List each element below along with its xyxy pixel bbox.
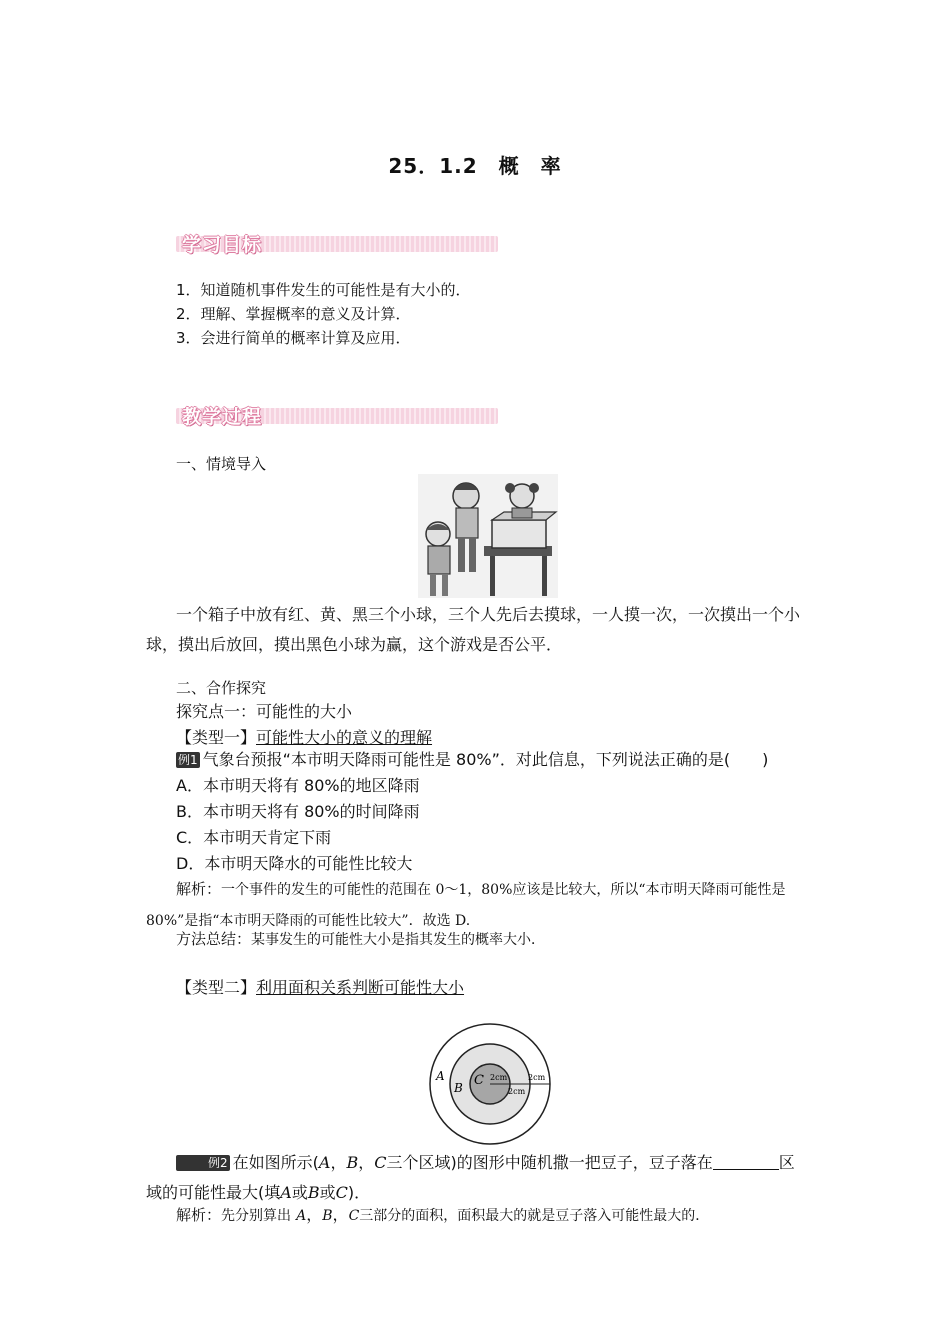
example-text: 或 [291, 1183, 308, 1202]
analysis-text: 三部分的面积，面积最大的就是豆子落入可能性最大的． [359, 1208, 710, 1224]
answer-option: B．本市明天将有 80%的时间降雨 [176, 802, 420, 821]
answer-blank[interactable] [713, 1151, 779, 1170]
summary-label: 方法总结： [176, 930, 252, 948]
scenario-paragraph: 一个箱子中放有红、黄、黑三个小球，三个人先后去摸球，一人摸一次，一次摸出一个小球，摸出后放回，摸出黑色小球为赢，这个游戏是否公平． [146, 605, 801, 654]
type-prefix: 【类型一】 [176, 728, 257, 747]
example-tag: 例1 [178, 753, 198, 767]
objective-item: 2．理解、掌握概率的意义及计算． [176, 305, 411, 323]
example-text: 在如图所示( [232, 1153, 319, 1172]
analysis-paragraph: 解析：先分别算出 A，B，C三部分的面积，面积最大的就是豆子落入可能性最大的． [176, 1205, 710, 1224]
exploration-point: 探究点一：可能性的大小 [176, 702, 353, 721]
answer-option: D．本市明天降水的可能性比较大 [176, 854, 413, 873]
label-c: C [474, 1073, 484, 1088]
section-banner-process [176, 402, 498, 428]
var-b: B [307, 1183, 320, 1202]
answer-option: C．本市明天肯定下雨 [176, 828, 332, 847]
example-question [176, 748, 768, 772]
type-title: 可能性大小的意义的理解 [256, 728, 433, 747]
label-a: A [436, 1069, 445, 1083]
part-heading: 一、情境导入 [176, 455, 267, 473]
dim-label: 2cm [490, 1073, 508, 1082]
objective-item: 3．会进行简单的概率计算及应用． [176, 329, 411, 347]
section-banner-objectives [176, 230, 498, 256]
var-a: A [318, 1153, 331, 1172]
page-title: 25．1.2 概 率 [388, 154, 562, 178]
part-heading: 二、合作探究 [176, 679, 267, 697]
section-heading: 学习目标 [182, 234, 263, 256]
concentric-circles-figure [428, 1022, 552, 1146]
example-text: 气象台预报“本市明天降雨可能性是 80%”．对此信息，下列说法正确的是( ) [202, 750, 769, 769]
type-heading [176, 726, 432, 750]
example-question: 例2 在如图所示(A，B，C三个区域)的图形中随机撒一把豆子，豆子落在 区域的可能性最大(填A或B或C)． [146, 1153, 795, 1202]
var-a: A [296, 1208, 307, 1224]
summary-text: 某事发生的可能性大小是指其发生的概率大小． [251, 932, 546, 948]
var-c: C [335, 1183, 348, 1202]
var-b: B [322, 1208, 333, 1224]
analysis-label: 解析： [176, 1206, 222, 1224]
example-text: 或 [319, 1183, 336, 1202]
label-b: B [454, 1081, 463, 1095]
children-box-illustration [418, 474, 558, 598]
objective-item: 1．知道随机事件发生的可能性是有大小的． [176, 281, 471, 299]
example-text: )． [347, 1183, 371, 1202]
type-heading [176, 976, 464, 1000]
example-tag: 例2 [176, 1155, 230, 1171]
dim-label: 2cm [508, 1087, 526, 1096]
analysis-text: 先分别算出 [221, 1208, 292, 1224]
section-heading: 教学过程 [182, 406, 263, 428]
dim-label: 2cm [528, 1073, 546, 1082]
summary-paragraph [146, 924, 810, 955]
analysis-text: 一个事件的发生的可能性的范围在 0～1，80%应该是比较大，所以“本市明天降雨可能性是 80%”是指“本市明天降雨的可能性比较大”．故选 D. [146, 882, 786, 929]
answer-option: A．本市明天将有 80%的地区降雨 [176, 776, 420, 795]
example-text: 三个区域)的图形中随机撒一把豆子，豆子落在 [386, 1153, 713, 1172]
var-c: C [374, 1153, 387, 1172]
type-title: 利用面积关系判断可能性大小 [256, 978, 465, 997]
var-a: A [280, 1183, 292, 1202]
example-text: 区域的可能性最大(填 [146, 1153, 795, 1202]
type-prefix: 【类型二】 [176, 978, 257, 997]
var-b: B [346, 1153, 359, 1172]
analysis-label: 解析： [176, 880, 222, 898]
var-c: C [348, 1208, 360, 1224]
